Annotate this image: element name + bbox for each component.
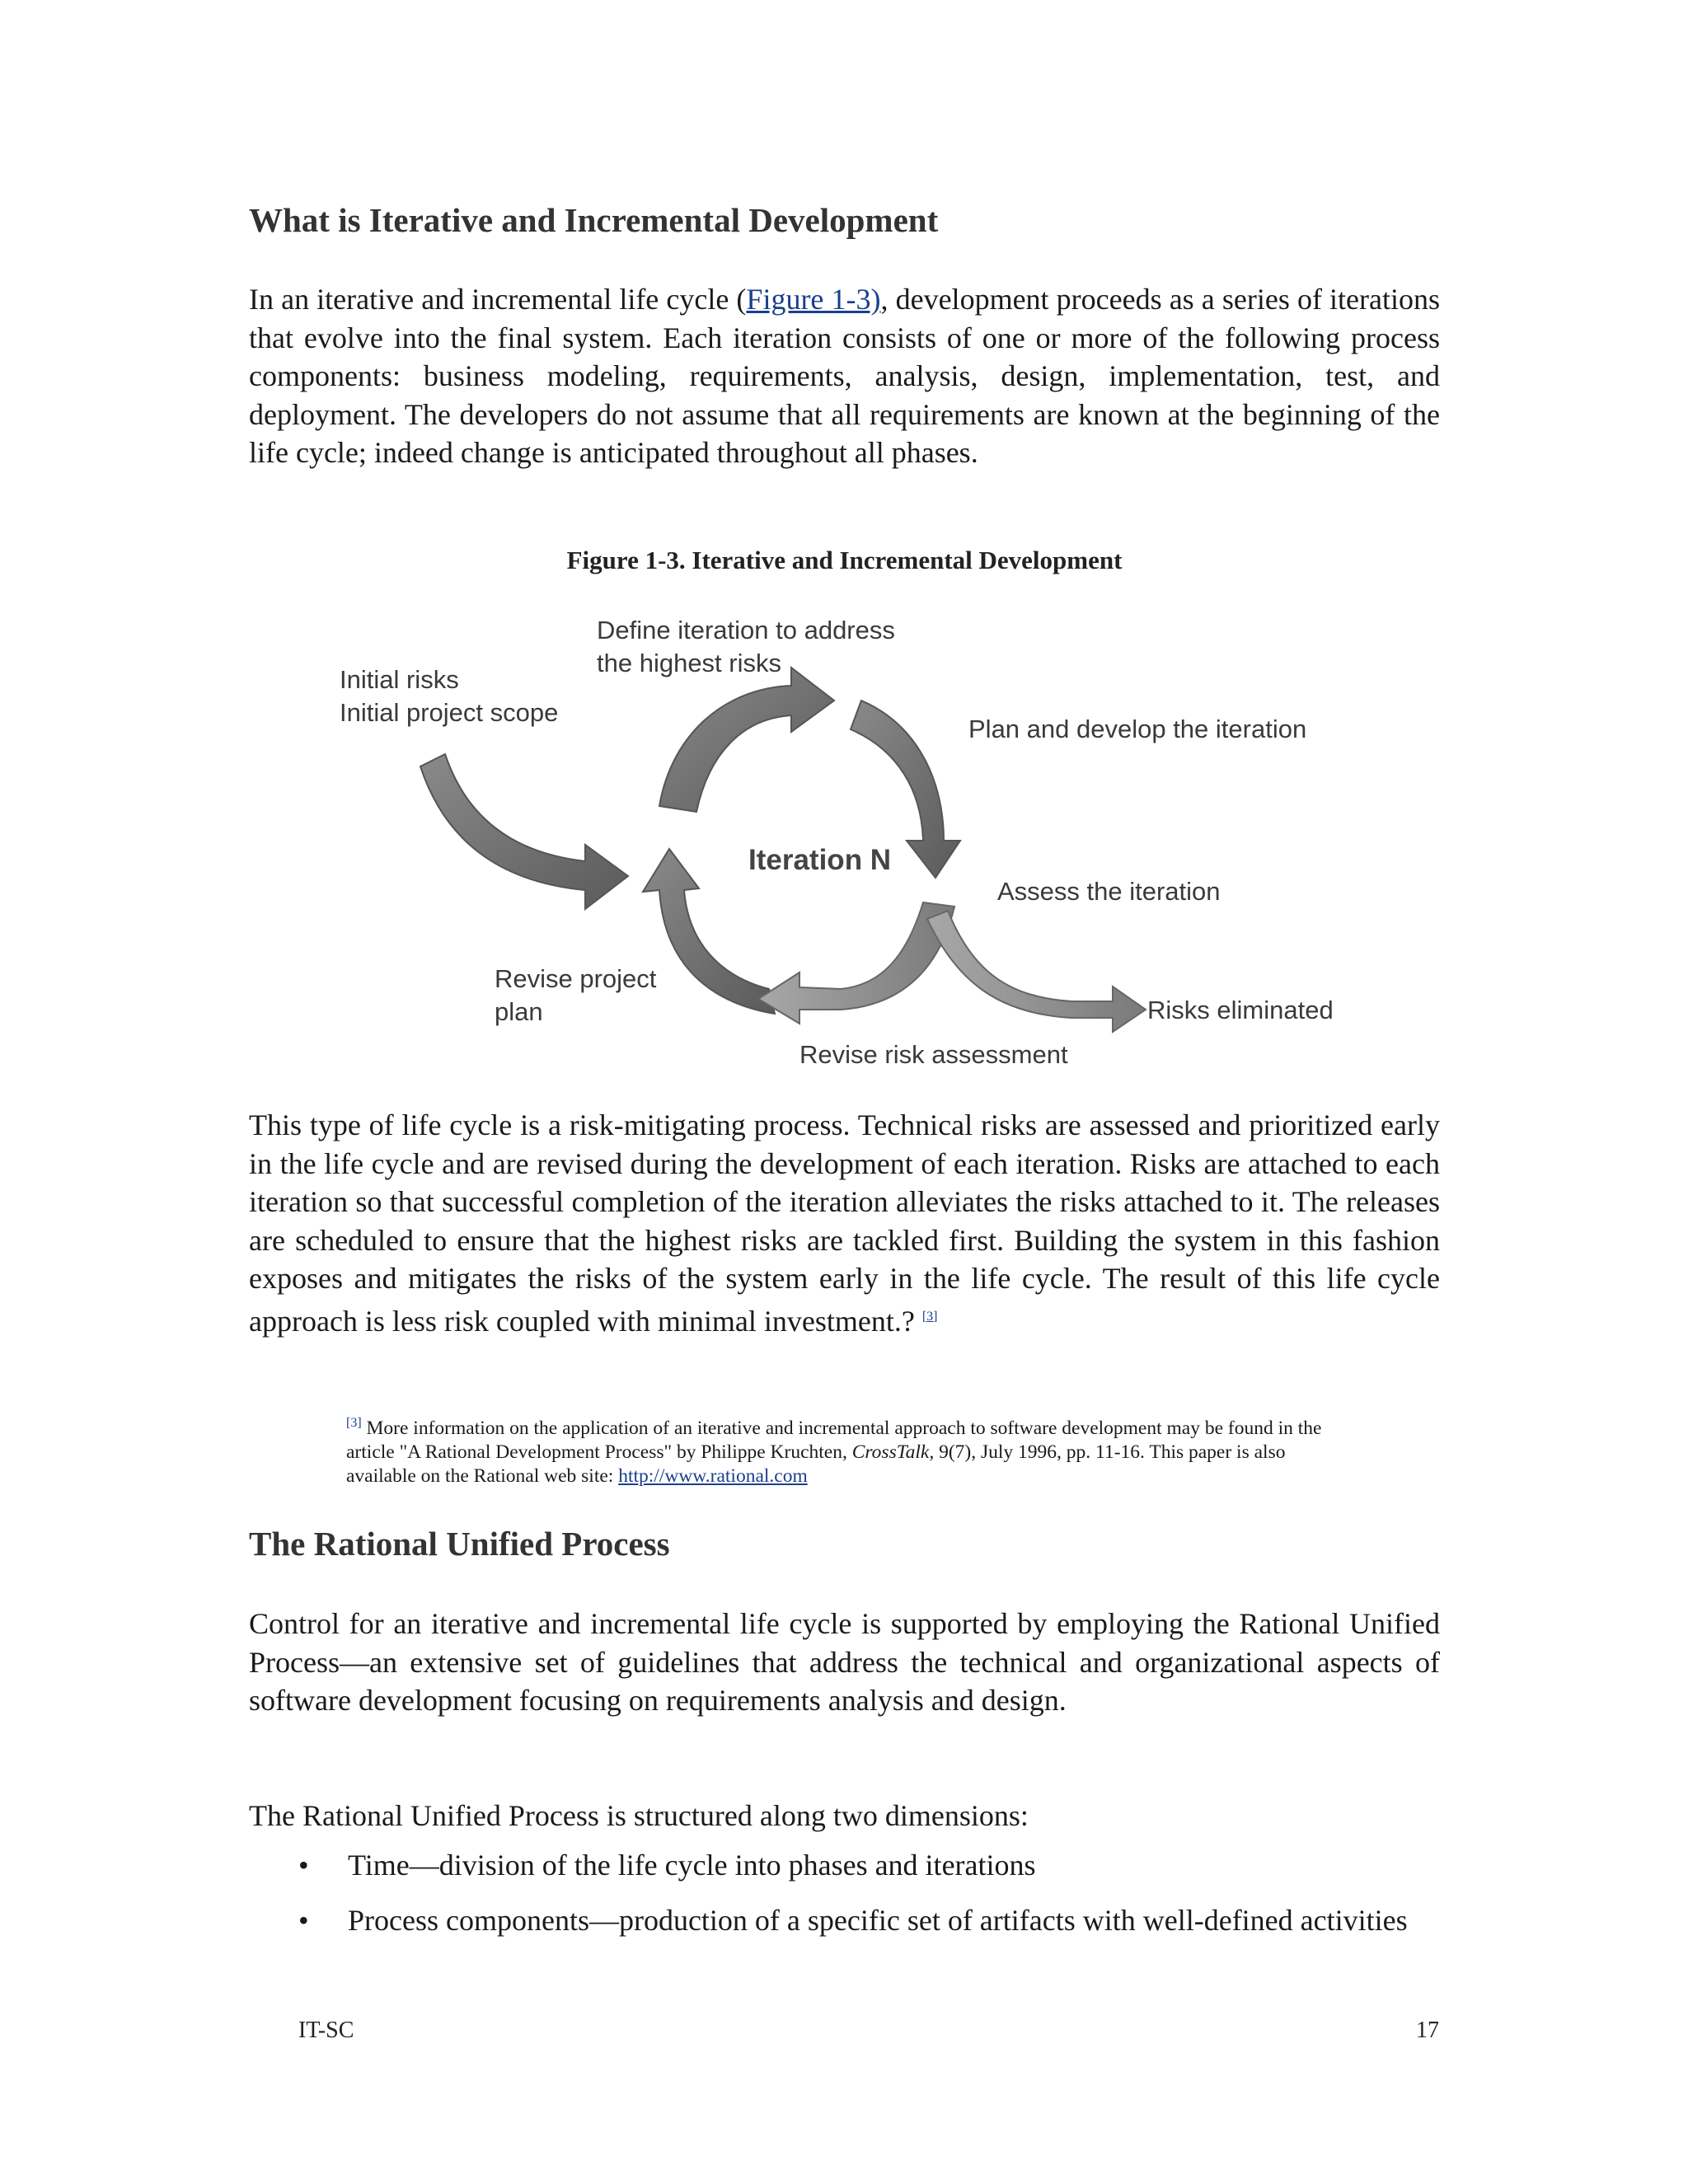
iteration-cycle-diagram xyxy=(313,593,1385,1080)
dimensions-list xyxy=(249,1846,1440,1956)
define-iteration-label: Define iteration to address xyxy=(597,616,895,644)
figure-caption: Figure 1-3. Iterative and Incremental Development xyxy=(566,546,1123,574)
paragraph-text: In an iterative and incremental life cycle ( xyxy=(249,283,747,316)
footnote-text-mid: 9(7), July 1996, pp. 11-16. This paper is also available on the Rational web site: xyxy=(346,1441,1286,1487)
rational-url-link[interactable]: http://www.rational.com xyxy=(618,1465,808,1487)
iteration-n-label: Iteration N xyxy=(748,844,892,876)
plan-develop-label: Plan and develop the iteration xyxy=(968,715,1307,743)
bullet-icon: • xyxy=(298,1903,309,1937)
risks-eliminated-label: Risks eliminated xyxy=(1147,996,1334,1024)
plan-label: plan xyxy=(495,997,543,1026)
journal-title: CrossTalk, xyxy=(851,1441,935,1463)
revise-risk-arrow xyxy=(758,902,954,1024)
section-heading-iterative: What is Iterative and Incremental Development xyxy=(249,201,939,239)
highest-risks-label: the highest risks xyxy=(597,649,781,677)
paragraph-text: This type of life cycle is a risk-mitigating process. Technical risks are assessed and prioritized early in the life cycle and are revised during the development of each iteration. Risks are attached to each iteration so that successful completion of the iteration alleviates the risks attached to it. The releases are scheduled to ensure that the highest risks are tackled first. Building the system in this fashion exposes and mitigates the risks of the system early in the life cycle. The result of this life cycle approach is less risk coupled with minimal investment.? xyxy=(249,1108,1440,1338)
bullet-icon: • xyxy=(298,1849,309,1882)
footnote-ref-link[interactable]: [3] xyxy=(921,1309,938,1324)
list-item xyxy=(249,1901,1440,1940)
list-item-text: Time—division of the life cycle into phases and iterations xyxy=(348,1849,1036,1882)
assess-iteration-label: Assess the iteration xyxy=(997,877,1221,906)
revise-project-label: Revise project xyxy=(495,964,657,993)
page-number: 17 xyxy=(1416,2018,1439,2043)
initial-risks-label: Initial risks xyxy=(340,665,459,694)
paragraph-text: , development proceeds as a series of iterations that evolve into the final system. Each iteration consists of one or more of the following process components: business modeling, requirements, analysis, design, implementation, test, and deployment. The developers do not assume that all requirements are known at the beginning of the life cycle; indeed change is anticipated throughout all phases. xyxy=(249,283,1440,469)
initial-arrow xyxy=(420,754,628,909)
paragraph-rup-dimensions: The Rational Unified Process is structured along two dimensions: xyxy=(249,1799,1029,1832)
revise-risk-label: Revise risk assessment xyxy=(799,1040,1068,1069)
define-iteration-arrow xyxy=(659,668,834,812)
paragraph-rup-control: Control for an iterative and incremental life cycle is supported by employing the Rational Unified Process—an extensive set of guidelines that address the technical and organizational aspects of software development focusing on requirements analysis and design. xyxy=(249,1607,1440,1717)
footnote-mark: [3] xyxy=(346,1416,362,1430)
list-item xyxy=(249,1846,1440,1885)
footnote xyxy=(346,1411,1360,1488)
figure-1-3-link[interactable]: Figure 1-3) xyxy=(746,283,881,316)
list-item-text: Process components—production of a specific set of artifacts with well-defined activities xyxy=(348,1903,1408,1937)
section-heading-rup: The Rational Unified Process xyxy=(249,1525,670,1563)
paragraph-iterative-intro xyxy=(249,280,1440,472)
risks-eliminated-arrow xyxy=(927,911,1146,1032)
footer-left: IT-SC xyxy=(298,2018,354,2043)
initial-scope-label: Initial project scope xyxy=(340,698,559,727)
footnote-text: More information on the application of an iterative and incremental approach to software development may be found in the article "A Rational Development Process" by Philippe Kruchten, xyxy=(346,1417,1322,1463)
paragraph-risk-mitigating xyxy=(249,1106,1440,1340)
